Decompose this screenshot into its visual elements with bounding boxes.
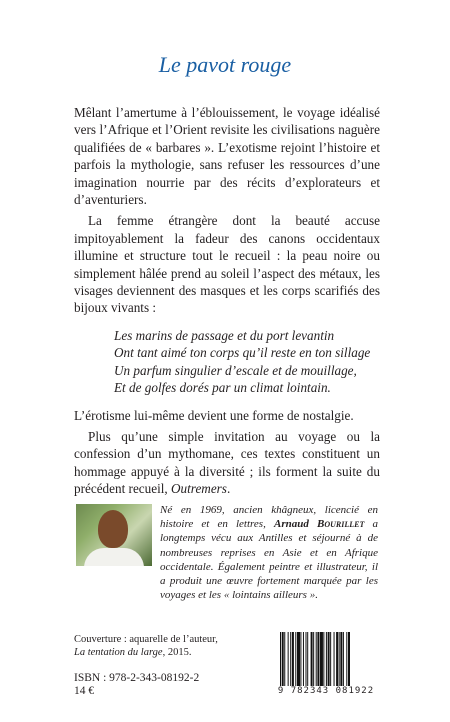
bio-rest: a longtemps vécu aux Antilles et séjourné à de nombreuses reprises en Asie et en Afrique occidentale. Également peintre et illustrateur, il a produit une œuvre fortement marquée par les voyages et les « lointains ailleurs ». xyxy=(160,518,378,602)
barcode-bar xyxy=(280,632,281,686)
author-photo xyxy=(76,504,152,566)
verse-excerpt xyxy=(114,327,380,397)
price: 14 € xyxy=(74,685,95,697)
barcode-bar xyxy=(320,632,323,686)
barcode xyxy=(272,628,380,702)
barcode-bar xyxy=(311,632,313,686)
author-first-name: Arnaud xyxy=(273,518,309,531)
author-last-name: Bourillet xyxy=(317,518,365,531)
bio-intro: Né en 1969, ancien khâgneux, licencié en histoire et en lettres, xyxy=(160,504,378,531)
verse-line: Un parfum singulier d’escale et de mouillage, xyxy=(114,362,357,378)
back-cover-text xyxy=(74,104,380,502)
author-bio xyxy=(160,503,378,602)
author-name xyxy=(274,518,364,530)
barcode-bar xyxy=(316,632,317,686)
barcode-bar xyxy=(297,632,300,686)
barcode-bar xyxy=(284,632,285,686)
paragraph-4 xyxy=(74,428,380,498)
author-photo-face xyxy=(98,510,128,548)
cover-credit-year: , 2015. xyxy=(162,647,192,658)
paragraph-2: La femme étrangère dont la beauté accuse impitoyablement la fadeur des canons occidentaux illumine et structure tout le recueil : la peau noire ou simplement hâlée prend au soleil l’aspect des métaux, les visages deviennent des masques et les corps scarifiés des bijoux vivants : xyxy=(74,213,380,316)
verse-line: Ont tant aimé ton corps qu’il reste en ton sillage xyxy=(114,345,371,361)
barcode-bar xyxy=(313,632,314,686)
barcode-bar xyxy=(282,632,284,686)
barcode-bar xyxy=(340,632,342,686)
author-photo-shirt xyxy=(84,548,144,566)
barcode-bar xyxy=(303,632,304,686)
barcode-bar xyxy=(317,632,319,686)
cover-credit-line: Couverture : aquarelle de l’auteur, xyxy=(74,634,218,645)
isbn: ISBN : 978-2-343-08192-2 xyxy=(74,672,200,684)
book-title: Le pavot rouge xyxy=(158,52,292,77)
barcode-bar xyxy=(334,632,335,686)
barcode-bar xyxy=(295,632,296,686)
paragraph-4-end: . xyxy=(226,481,231,497)
cover-credit-line-2 xyxy=(74,646,274,659)
barcode-bar xyxy=(343,632,344,686)
barcode-bar xyxy=(290,632,291,686)
barcode-bar xyxy=(288,632,289,686)
barcode-bar xyxy=(330,632,331,686)
barcode-bar xyxy=(300,632,301,686)
barcode-bar xyxy=(328,632,330,686)
cover-artwork-title: La tentation du large xyxy=(74,647,163,658)
barcode-bar xyxy=(307,632,308,686)
barcode-bar xyxy=(292,632,294,686)
previous-collection-title: Outremers xyxy=(171,481,227,497)
barcode-bar xyxy=(346,632,347,686)
cover-credit xyxy=(74,633,274,659)
paragraph-1: Mêlant l’amertume à l’éblouissement, le voyage idéalisé vers l’Afrique et l’Orient revisite les civilisations naguère qualifiées de « barbares ». L’exotisme rejoint l’histoire et parfois la mythologie, sans refuser les ressources d’une imagination nourrie par des récits d’explorateurs et d’aventuriers. xyxy=(74,105,380,208)
barcode-bar xyxy=(348,632,350,686)
verse-line: Les marins de passage et du port levantin xyxy=(114,327,335,343)
barcode-bar xyxy=(326,632,327,686)
verse-line: Et de golfes dorés par un climat lointain. xyxy=(114,380,331,396)
paragraph-4-text: Plus qu’une simple invitation au voyage ou la confession d’un mythomane, ces textes constituent un hommage appuyé à la diversité ; ils forment la suite du précédent recueil, xyxy=(74,428,380,497)
paragraph-3: L’érotisme lui-même devient une forme de nostalgie. xyxy=(74,407,354,423)
barcode-bar xyxy=(339,632,340,686)
barcode-bars xyxy=(280,632,376,686)
barcode-digits: 9 782343 081922 xyxy=(277,686,375,696)
barcode-bar xyxy=(306,632,307,686)
barcode-bar xyxy=(323,632,324,686)
barcode-bar xyxy=(336,632,338,686)
